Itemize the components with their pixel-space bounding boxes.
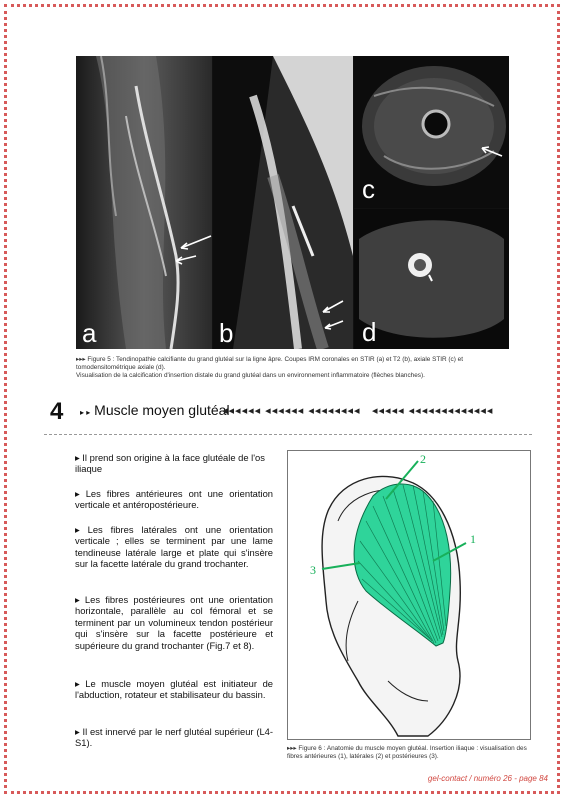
figure6-label-2: 2	[420, 452, 426, 466]
mri-stir-axial-image	[354, 56, 509, 208]
paragraph	[75, 678, 273, 701]
paragraph-lateral-fibers: ▸ Les fibres latérales ont une orientation verticale ; elles se terminent par une lame tendineuse latérale large et plate qui s'insère sur la facette latérale du grand trochanter.	[75, 524, 273, 570]
paragraph	[75, 726, 273, 749]
paragraph-innervation: ▸ Il est innervé par le nerf glutéal supérieur (L4-S1).	[75, 726, 273, 749]
page-footer: gel-contact / numéro 26 - page 84	[427, 774, 548, 783]
paragraph-origin: ▸ Il prend son origine à la face glutéale de l'os iliaque	[75, 452, 265, 475]
mri-stir-coronal-image	[76, 56, 212, 349]
figure5-caption-line1: ▸▸▸ Figure 5 : Tendinopathie calcifiante du grand glutéal sur la ligne âpre. Coupes IRM coronales en STIR (a) et T2 (b), axiale STIR (c) et tomodensitométrique axiale (d).	[76, 356, 463, 371]
figure6-label-1: 1	[470, 532, 476, 546]
figure6-box	[287, 450, 531, 740]
section-decoration-1: ◂◂◂◂◂◂ ◂◂◂◂◂◂ ◂◂◂◂◂◂◂◂	[222, 405, 361, 417]
section-divider	[44, 434, 532, 435]
mri-panel-c	[354, 56, 509, 208]
panel-label-c: c	[362, 174, 375, 204]
panel-label-d: d	[362, 317, 377, 347]
panel-label-b: b	[219, 318, 234, 348]
panel-label-a: a	[82, 318, 97, 348]
section-number: 4	[50, 398, 64, 425]
figure5-caption	[76, 356, 516, 380]
section-title: Muscle moyen glutéal	[94, 402, 230, 418]
ct-panel-d	[354, 209, 509, 349]
paragraph	[75, 488, 273, 511]
figure5-caption-line2: Visualisation de la calcification d'insertion distale du grand glutéal dans un environnement inflammatoire (flèches blanches).	[76, 372, 425, 379]
figure5-images	[76, 56, 509, 349]
section-arrows-prefix: ▸ ▸	[80, 408, 91, 417]
ct-axial-image	[354, 209, 509, 349]
gluteus-medius-anatomy-drawing	[288, 451, 530, 739]
paragraph-function: ▸ Le muscle moyen glutéal est initiateur de l'abduction, rotateur et stabilisateur du bassin.	[75, 678, 273, 701]
mri-panel-a	[76, 56, 212, 349]
paragraph	[75, 524, 273, 570]
figure6-caption: ▸▸▸ Figure 6 : Anatomie du muscle moyen glutéal. Insertion iliaque : visualisation des fibres antérieures (1), latérales (2) et postérieures (3).	[287, 745, 527, 760]
section-title-wrap	[80, 402, 230, 418]
mri-t2-coronal-image	[213, 56, 353, 349]
paragraph	[75, 594, 273, 651]
paragraph-posterior-fibers: ▸ Les fibres postérieures ont une orientation horizontale, parallèle au col fémoral et se terminent par un volumineux tendon postérieur qui s'insère sur la facette postérieure et supérieure du grand trochanter (Fig.7 et 8).	[75, 594, 273, 651]
mri-panel-b	[213, 56, 353, 349]
figure6-label-3: 3	[310, 563, 316, 577]
paragraph-anterior-fibers: ▸ Les fibres antérieures ont une orientation verticale et antéropostérieure.	[75, 488, 273, 511]
section-decoration-2: ◂◂◂◂◂ ◂◂◂◂◂◂◂◂◂◂◂◂◂	[372, 405, 494, 417]
paragraph	[75, 452, 273, 475]
